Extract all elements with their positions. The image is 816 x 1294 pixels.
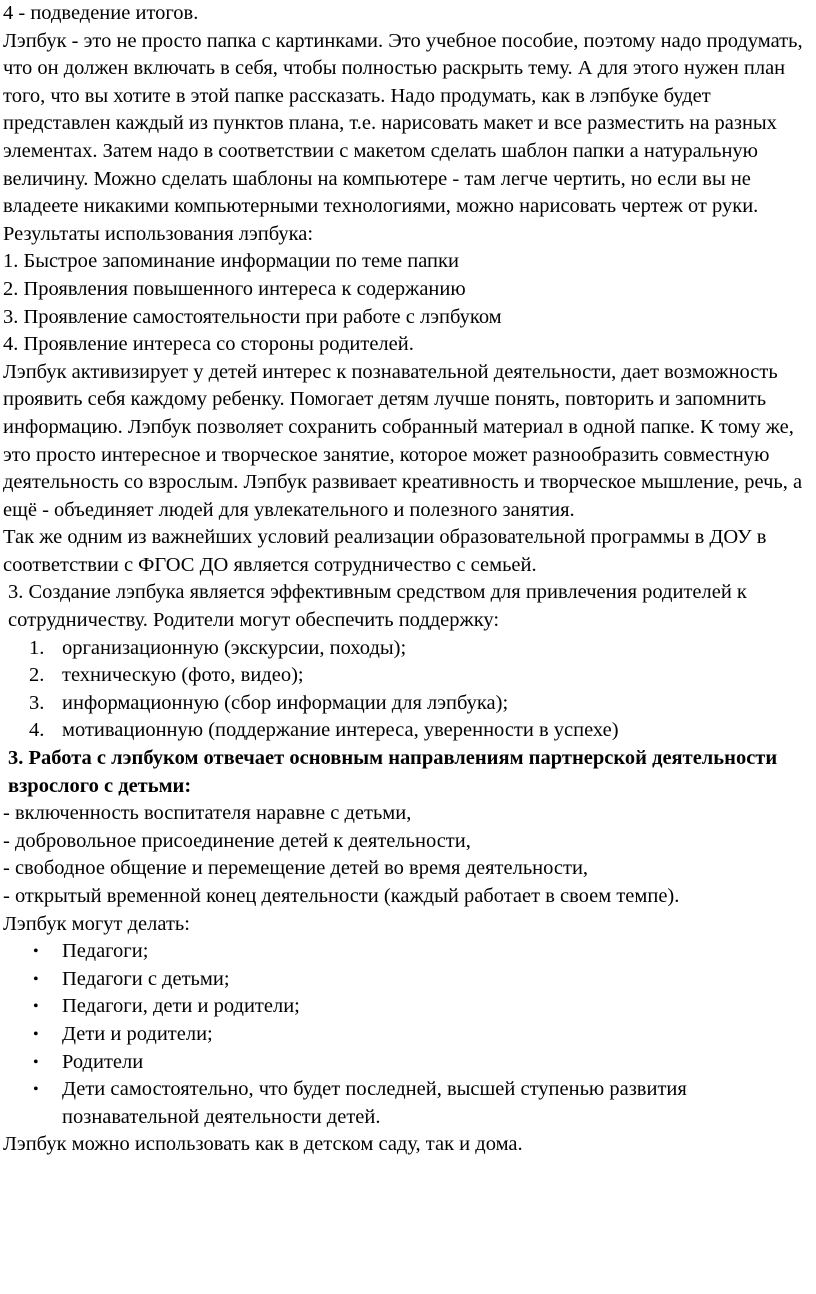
who-item (3, 1076, 816, 1131)
bullet-icon: • (33, 1081, 39, 1099)
bullet-icon: • (33, 943, 39, 961)
paragraph-lapbook-definition: Лэпбук - это не просто папка с картинками. Это учебное пособие, поэтому надо продумать, что он должен включать в себя, чтобы полностью раскрыть тему. А для этого нужен план того, что вы хотите в этой папке рассказать. Надо продумать, как в лэпбуке будет представлен каждый из пунктов плана, т.е. нарисовать макет и все разместить на разных элементах. Затем надо в соответствии с макетом сделать шаблон папки а натуральную величину. Можно сделать шаблоны на компьютере - там легче чертить, но если вы не владеете никакими компьютерными технологиями, можно нарисовать чертеж от руки. (3, 29, 803, 218)
support-item-text: мотивационную (поддержание интереса, уверенности в успехе) (62, 719, 619, 742)
directions-item: - свободное общение и перемещение детей во время деятельности, (3, 857, 589, 880)
bullet-icon: • (33, 1053, 39, 1071)
support-item-number: 4. (29, 719, 45, 742)
who-item-text: Дети и родители; (62, 1022, 213, 1045)
paragraph-fgos: Так же одним из важнейших условий реализации образовательной программы в ДОУ в соответствии с ФГОС ДО является сотрудничество с семьей. (3, 526, 767, 576)
results-item: 4. Проявление интереса со стороны родителей. (3, 333, 414, 356)
who-item (3, 938, 816, 966)
bold-section-heading: 3. Работа с лэпбуком отвечает основным направлениям партнерской деятельности взрослого с детьми: (8, 747, 778, 797)
bullet-icon: • (33, 970, 39, 988)
who-item (3, 966, 816, 994)
who-list (3, 938, 816, 1131)
results-item: 3. Проявление самостоятельности при работе с лэпбуком (3, 305, 502, 328)
who-item-text: Педагоги; (62, 940, 149, 963)
support-list (3, 635, 816, 745)
directions-item: - включенность воспитателя наравне с детьми, (3, 802, 412, 825)
directions-item: - добровольное присоединение детей к деятельности, (3, 829, 471, 852)
closing-line: Лэпбук можно использовать как в детском саду, так и дома. (3, 1133, 523, 1156)
support-item (3, 690, 816, 718)
bullet-icon: • (33, 998, 39, 1016)
intro-line: 4 - подведение итогов. (3, 2, 199, 24)
directions-item: - открытый временной конец деятельности (каждый работает в своем темпе). (3, 885, 680, 907)
directions-list (3, 800, 816, 910)
who-item-text: Родители (62, 1050, 144, 1073)
results-list (3, 248, 816, 358)
results-heading: Результаты использования лэпбука: (3, 222, 314, 245)
bullet-icon: • (33, 1025, 39, 1043)
who-item-text: Педагоги с детьми; (62, 967, 230, 990)
support-item-text: техническую (фото, видео); (62, 664, 304, 687)
results-item: 2. Проявления повышенного интереса к содержанию (3, 277, 466, 300)
support-item-text: информационную (сбор информации для лэпбука); (62, 691, 509, 714)
who-item-text: Педагоги, дети и родители; (62, 995, 300, 1018)
support-item-text: организационную (экскурсии, походы); (62, 636, 407, 659)
results-item: 1. Быстрое запоминание информации по теме папки (3, 250, 459, 273)
who-item-text: Дети самостоятельно, что будет последней, высшей ступенью развития познавательной деятельности детей. (62, 1078, 687, 1128)
support-item (3, 717, 816, 745)
who-heading: Лэпбук могут делать: (3, 912, 190, 935)
paragraph-parents-cooperation: 3. Создание лэпбука является эффективным средством для привлечения родителей к сотрудничеству. Родители могут обеспечить поддержку: (8, 581, 747, 632)
who-item (3, 993, 816, 1021)
support-item (3, 662, 816, 690)
support-item-number: 2. (29, 664, 45, 687)
who-item (3, 1049, 816, 1077)
support-item (3, 635, 816, 663)
support-item-number: 1. (29, 636, 45, 659)
support-item-number: 3. (29, 691, 45, 714)
paragraph-lapbook-activates: Лэпбук активизирует у детей интерес к познавательной деятельности, дает возможность проявить себя каждому ребенку. Помогает детям лучше понять, повторить и запомнить информацию. Лэпбук позволяет сохранить собранный материал в одной папке. К тому же, это просто интересное и творческое занятие, которое может разнообразить совместную деятельность со взрослым. Лэпбук развивает креативность и творческое мышление, речь, а ещё - объединяет людей для увлекательного и полезного занятия. (3, 360, 803, 521)
who-item (3, 1021, 816, 1049)
